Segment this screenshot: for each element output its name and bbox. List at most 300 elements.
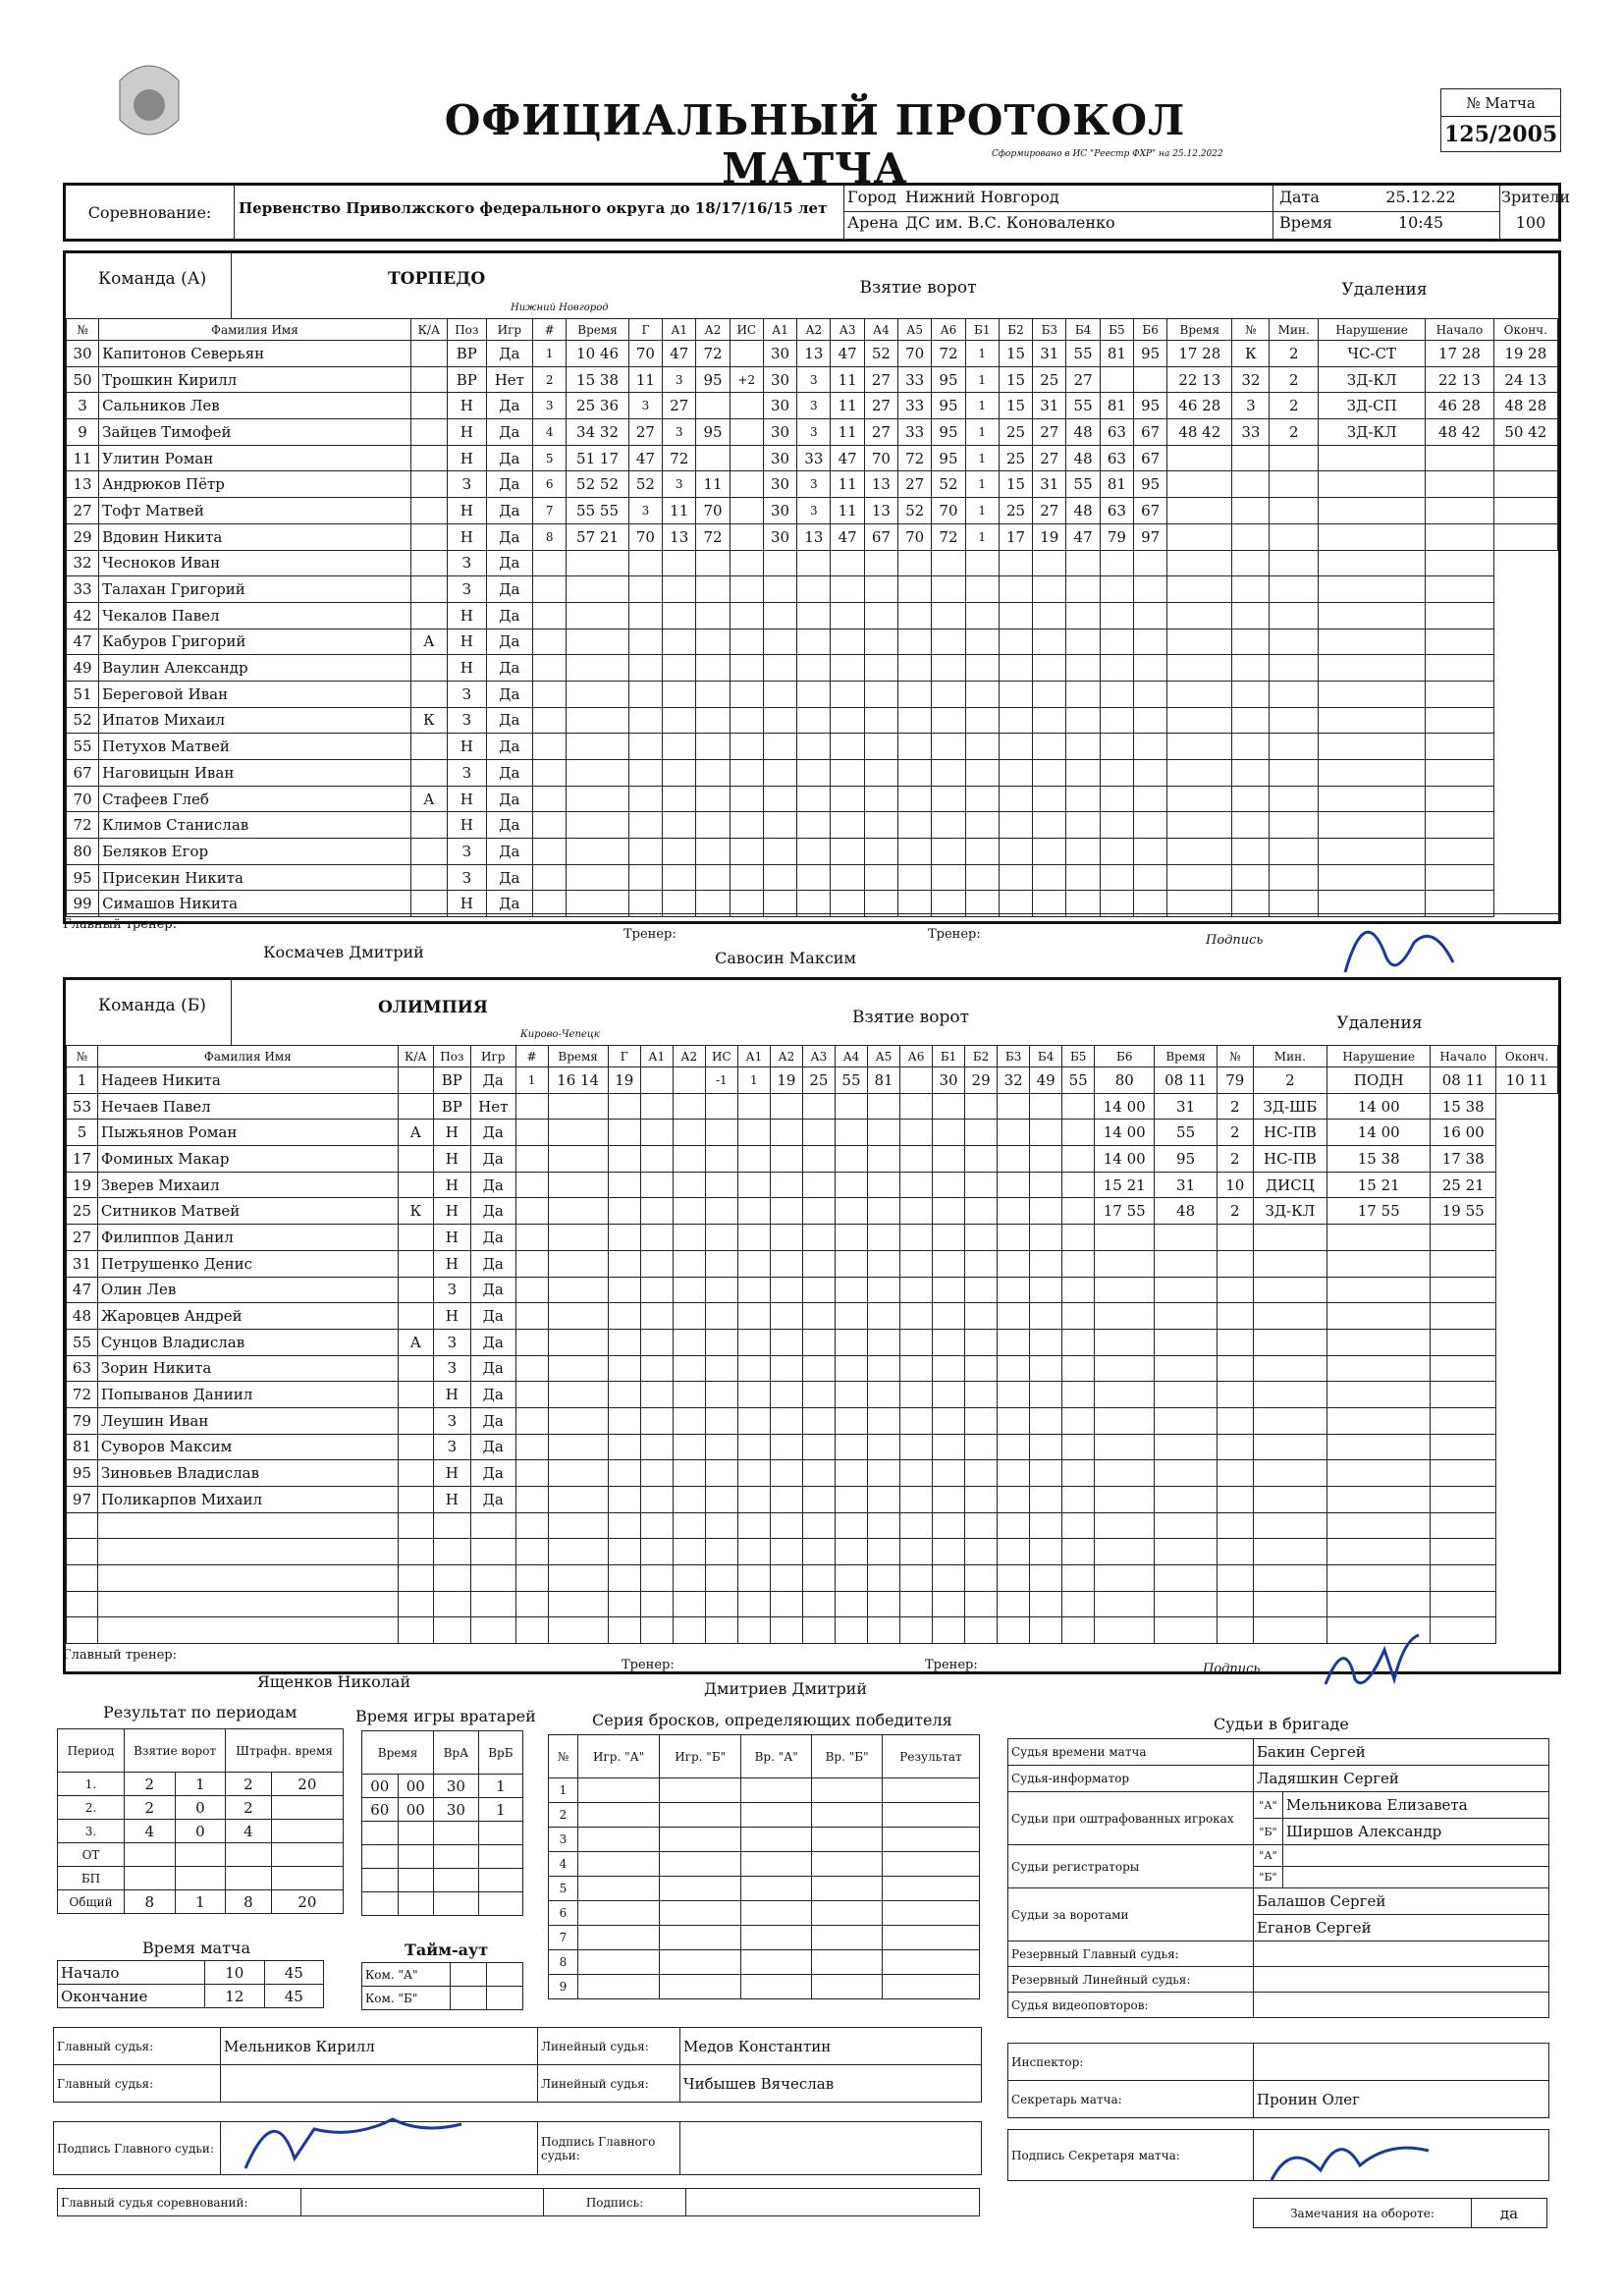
- pen-cell: [1270, 734, 1319, 760]
- goal-cell: [900, 1512, 933, 1539]
- goal-cell: 32: [998, 1067, 1030, 1094]
- goal-cell: [898, 681, 932, 707]
- pen-cell: [1095, 1355, 1155, 1382]
- goal-cell: [998, 1093, 1030, 1120]
- pen-cell: [1134, 602, 1167, 629]
- pen-cell: [1095, 1434, 1155, 1460]
- goal-cell: [515, 1277, 548, 1303]
- player-pos: Н: [448, 629, 487, 655]
- goal-cell: [831, 550, 864, 576]
- goal-cell: [965, 629, 999, 655]
- player-pos: ВР: [448, 366, 487, 393]
- goal-cell: [1100, 550, 1133, 576]
- pen-cell: [1431, 1460, 1496, 1487]
- pen-end: 24 13: [1493, 366, 1557, 393]
- pa-name: Мельникова Елизавета: [1283, 1792, 1549, 1819]
- table-row: [67, 1303, 1558, 1330]
- goal-cell: [696, 550, 730, 576]
- goal-cell: [867, 1277, 899, 1303]
- goal-cell: [608, 1172, 640, 1198]
- goal-cell: [965, 1460, 998, 1487]
- goal-cell: [1100, 760, 1133, 787]
- goal-cell: 48: [1066, 498, 1100, 524]
- player-number: 27: [67, 1225, 98, 1251]
- period-cell: ОТ: [58, 1843, 125, 1867]
- goal-cell: [965, 1355, 998, 1382]
- goal-header: А1: [763, 319, 796, 341]
- pen-player: 55: [1155, 1120, 1218, 1146]
- shootout-cell: [882, 1803, 979, 1828]
- goal-cell: [673, 1120, 705, 1146]
- goal-cell: [628, 760, 662, 787]
- pen-min: 2: [1270, 419, 1319, 446]
- pen-cell: [1217, 1512, 1253, 1539]
- player-number: 32: [67, 550, 99, 576]
- goal-cell: [548, 1591, 608, 1617]
- goal-cell: 13: [797, 341, 831, 367]
- goal-header: Б1: [933, 1046, 965, 1067]
- goal-cell: [1033, 812, 1066, 839]
- player-played: Да: [470, 1303, 515, 1330]
- goal-cell: 70: [864, 445, 897, 471]
- goal-cell: [673, 1329, 705, 1355]
- goal-cell: [835, 1120, 867, 1146]
- pen-cell: [1217, 1382, 1253, 1408]
- pen-cell: [1134, 576, 1167, 603]
- goal-cell: [831, 734, 864, 760]
- player-name: Пыжьянов Роман: [97, 1120, 398, 1146]
- goal-cell: [730, 419, 763, 446]
- goal-cell: 72: [696, 523, 730, 550]
- goalie-cell: [362, 1845, 399, 1869]
- player-role: [410, 523, 447, 550]
- player-pos: [433, 1512, 470, 1539]
- periods-table: [57, 1728, 344, 1914]
- goal-cell: [1062, 1565, 1095, 1592]
- goal-cell: [797, 629, 831, 655]
- end-h: 12: [205, 1985, 265, 2008]
- shootout-cell: [660, 1901, 741, 1926]
- table-row: [67, 681, 1558, 707]
- player-pos: [433, 1565, 470, 1592]
- table-row: [67, 786, 1558, 812]
- goal-cell: [999, 734, 1032, 760]
- goal-cell: [998, 1512, 1030, 1539]
- shootout-cell: [578, 1803, 660, 1828]
- goal-cell: 33: [898, 393, 932, 419]
- res-line-label: Резервный Линейный судья:: [1008, 1967, 1254, 1993]
- pen-cell: [1167, 498, 1232, 524]
- num-header: №: [67, 319, 99, 341]
- comp-ref-table: [57, 2188, 980, 2216]
- pen-cell: [1217, 1303, 1253, 1330]
- goal-cell: [770, 1120, 802, 1146]
- start-m: 45: [264, 1961, 324, 1985]
- city: Нижний Новгород: [905, 188, 1059, 206]
- shootout-cell: [882, 1975, 979, 1999]
- goal-cell: [515, 1617, 548, 1644]
- pen-cell: [1095, 1460, 1155, 1487]
- player-number: 79: [67, 1407, 98, 1434]
- goal-cell: [864, 760, 897, 787]
- table-row: [67, 1539, 1558, 1565]
- pen-cell: [1327, 1512, 1431, 1539]
- shootout-number: 2: [549, 1803, 578, 1828]
- player-number: 95: [67, 1460, 98, 1487]
- pen-cell: [1426, 734, 1493, 760]
- arena-label: Арена: [847, 213, 899, 232]
- main-ref-label-2: Главный судья:: [54, 2065, 221, 2103]
- goal-cell: [965, 1172, 998, 1198]
- secretary-table: [1007, 2043, 1549, 2118]
- player-name: Присекин Никита: [99, 864, 411, 891]
- goal-cell: [567, 576, 629, 603]
- pen-header: Время: [1167, 319, 1232, 341]
- goal-cell: 13: [797, 523, 831, 550]
- goal-cell: [900, 1565, 933, 1592]
- player-name: Чесноков Иван: [99, 550, 411, 576]
- goal-header: А5: [867, 1046, 899, 1067]
- pen-cell: [1431, 1250, 1496, 1277]
- shootout-cell: [812, 1803, 883, 1828]
- goal-cell: [770, 1355, 802, 1382]
- officials-title: Судьи в бригаде: [1214, 1715, 1349, 1733]
- goal-cell: [567, 655, 629, 682]
- goal-cell: [737, 1093, 770, 1120]
- pen-cell: [1426, 523, 1493, 550]
- shootout-cell: [660, 1950, 741, 1975]
- goal-cell: [567, 707, 629, 734]
- player-played: Да: [470, 1460, 515, 1487]
- pen-cell: [1426, 550, 1493, 576]
- player-name: Сальников Лев: [99, 393, 411, 419]
- player-number: [67, 1591, 98, 1617]
- pen-header: №: [1232, 319, 1270, 341]
- pen-cell: [1217, 1250, 1253, 1277]
- goal-cell: [1030, 1303, 1062, 1330]
- goal-cell: [933, 1355, 965, 1382]
- goal-cell: [515, 1198, 548, 1225]
- goal-cell: 7: [533, 498, 567, 524]
- player-number: 49: [67, 655, 99, 682]
- period-cell: [226, 1867, 271, 1890]
- goal-cell: [835, 1382, 867, 1408]
- player-number: 63: [67, 1355, 98, 1382]
- goal-cell: [1030, 1146, 1062, 1173]
- goal-cell: [802, 1539, 835, 1565]
- goal-cell: [515, 1591, 548, 1617]
- goal-cell: [548, 1487, 608, 1513]
- goal-cell: [965, 707, 999, 734]
- player-played: Нет: [470, 1093, 515, 1120]
- goal-cell: 1: [965, 341, 999, 367]
- goal-cell: [998, 1407, 1030, 1434]
- pen-violation: ПОДН: [1327, 1067, 1431, 1094]
- goal-cell: [802, 1460, 835, 1487]
- goal-header: Г: [628, 319, 662, 341]
- goal-cell: [533, 655, 567, 682]
- player-pos: ВР: [448, 341, 487, 367]
- goal-header: А2: [770, 1046, 802, 1067]
- player-number: 53: [67, 1093, 98, 1120]
- pen-cell: [1155, 1407, 1218, 1434]
- goal-cell: [640, 1407, 673, 1434]
- goal-cell: [640, 1487, 673, 1513]
- goal-cell: [835, 1591, 867, 1617]
- player-pos: З: [433, 1407, 470, 1434]
- player-number: 31: [67, 1250, 98, 1277]
- goal-cell: [705, 1172, 737, 1198]
- shootout-cell: [741, 1828, 812, 1852]
- player-number: 55: [67, 734, 99, 760]
- pos-header: Поз: [448, 319, 487, 341]
- period-cell: [175, 1843, 226, 1867]
- goal-cell: 30: [763, 445, 796, 471]
- goal-cell: [640, 1539, 673, 1565]
- pen-cell: [1134, 655, 1167, 682]
- goal-cell: [608, 1539, 640, 1565]
- shootout-cell: [578, 1926, 660, 1950]
- pen-time: 17 28: [1167, 341, 1232, 367]
- timeout-title: Тайм-аут: [405, 1941, 489, 1959]
- goal-cell: [1100, 734, 1133, 760]
- goal-cell: [1062, 1120, 1095, 1146]
- goal-cell: [763, 655, 796, 682]
- goal-cell: [770, 1250, 802, 1277]
- pen-min: 2: [1217, 1093, 1253, 1120]
- goal-cell: [835, 1512, 867, 1539]
- goal-cell: [933, 1146, 965, 1173]
- shootout-number: 5: [549, 1877, 578, 1901]
- team-b-coach2-label: Тренер:: [925, 1658, 978, 1672]
- goal-header: #: [533, 319, 567, 341]
- pen-cell: [1167, 576, 1232, 603]
- goal-cell: [663, 655, 696, 682]
- goal-time: 51 17: [567, 445, 629, 471]
- goal-cell: 11: [831, 393, 864, 419]
- match-no-label: № Матча: [1441, 89, 1561, 117]
- goal-time: 25 36: [567, 393, 629, 419]
- pen-cell: [1426, 602, 1493, 629]
- pen-cell: [1232, 734, 1270, 760]
- player-number: 17: [67, 1146, 98, 1173]
- period-cell: 8: [125, 1890, 176, 1914]
- goal-cell: [763, 734, 796, 760]
- pa-label: "А": [1254, 1792, 1283, 1819]
- play-header: Игр: [486, 319, 532, 341]
- table-row: [67, 576, 1558, 603]
- pen-player: К: [1232, 341, 1270, 367]
- player-number: 67: [67, 760, 99, 787]
- goal-cell: 70: [932, 498, 965, 524]
- goalie-cell: [434, 1869, 479, 1892]
- informer-label: Судья-информатор: [1008, 1766, 1254, 1792]
- goal-cell: 27: [864, 366, 897, 393]
- goal-cell: [770, 1198, 802, 1225]
- pen-cell: [1134, 864, 1167, 891]
- player-role: [410, 393, 447, 419]
- goal-cell: 27: [628, 419, 662, 446]
- goal-cell: [737, 1565, 770, 1592]
- goal-cell: [548, 1172, 608, 1198]
- player-name: Леушин Иван: [97, 1407, 398, 1434]
- goal-cell: [898, 839, 932, 865]
- goal-cell: [867, 1120, 899, 1146]
- goal-cell: [673, 1382, 705, 1408]
- table-row: [67, 1067, 1558, 1094]
- player-role: [410, 681, 447, 707]
- player-played: [470, 1565, 515, 1592]
- period-cell: [271, 1820, 343, 1843]
- goal-cell: [673, 1277, 705, 1303]
- player-name: Улитин Роман: [99, 445, 411, 471]
- table-row: [67, 1329, 1558, 1355]
- pen-cell: [1232, 707, 1270, 734]
- goal-cell: [533, 576, 567, 603]
- player-role: [410, 419, 447, 446]
- player-role: [398, 1591, 433, 1617]
- player-name: Филиппов Данил: [97, 1225, 398, 1251]
- goal-cell: [1100, 839, 1133, 865]
- goal-cell: [628, 655, 662, 682]
- shootout-cell: [812, 1975, 883, 1999]
- player-played: Да: [486, 498, 532, 524]
- goal-cell: [835, 1460, 867, 1487]
- goal-judges-label: Судьи за воротами: [1008, 1888, 1254, 1941]
- goal-cell: [673, 1355, 705, 1382]
- goal-cell: [1134, 366, 1167, 393]
- goal-cell: [1033, 864, 1066, 891]
- team-b-name: ОЛИМПИЯ: [378, 998, 488, 1017]
- goal-cell: [533, 734, 567, 760]
- pen-time: 15 21: [1095, 1172, 1155, 1198]
- pen-start: 08 11: [1431, 1067, 1496, 1094]
- goalie-cell: [478, 1869, 522, 1892]
- goal-cell: [965, 1407, 998, 1434]
- pen-cell: [1270, 550, 1319, 576]
- goal-cell: [797, 602, 831, 629]
- player-role: [398, 1407, 433, 1434]
- goal-cell: [932, 760, 965, 787]
- player-pos: Н: [433, 1120, 470, 1146]
- player-played: Да: [470, 1407, 515, 1434]
- player-role: [398, 1250, 433, 1277]
- goal-cell: [932, 864, 965, 891]
- pen-cell: [1155, 1329, 1218, 1355]
- goal-cell: [696, 707, 730, 734]
- goal-header: А1: [640, 1046, 673, 1067]
- player-pos: [433, 1539, 470, 1565]
- goal-cell: 95: [932, 419, 965, 446]
- pen-cell: [1426, 812, 1493, 839]
- team-b-head-coach-label: Главный тренер:: [63, 1648, 178, 1663]
- goal-cell: 47: [628, 445, 662, 471]
- goal-cell: 30: [763, 366, 796, 393]
- goal-cell: 81: [1100, 341, 1133, 367]
- player-role: [410, 471, 447, 498]
- goal-cell: [933, 1382, 965, 1408]
- player-role: [410, 812, 447, 839]
- goal-cell: [1030, 1487, 1062, 1513]
- team-b-table: [66, 1045, 1558, 1644]
- goal-cell: [548, 1355, 608, 1382]
- player-played: [470, 1591, 515, 1617]
- goal-cell: [696, 576, 730, 603]
- goal-cell: [628, 839, 662, 865]
- goal-cell: 30: [763, 471, 796, 498]
- shootout-cell: [882, 1828, 979, 1852]
- player-role: [398, 1277, 433, 1303]
- period-cell: 2: [125, 1773, 176, 1796]
- team-b-coach-signature: [1316, 1630, 1424, 1699]
- pen-time: 46 28: [1167, 393, 1232, 419]
- pen-cell: [1426, 786, 1493, 812]
- team-b-label: Команда (Б): [98, 996, 206, 1015]
- start-h: 10: [205, 1961, 265, 1985]
- player-name: Симашов Никита: [99, 891, 411, 917]
- goalie-cell: 1: [478, 1798, 522, 1822]
- goal-cell: [1066, 812, 1100, 839]
- goal-cell: [763, 576, 796, 603]
- goal-cell: [663, 629, 696, 655]
- goal-cell: 27: [1066, 366, 1100, 393]
- goal-cell: [1066, 786, 1100, 812]
- table-row: [67, 602, 1558, 629]
- goal-cell: 11: [628, 366, 662, 393]
- player-pos: З: [433, 1277, 470, 1303]
- subtitle: Сформировано в ИС "Реестр ФХР" на 25.12.2022: [992, 149, 1223, 159]
- goal-cell: [900, 1407, 933, 1434]
- goal-cell: 27: [864, 419, 897, 446]
- goal-cell: 3: [797, 498, 831, 524]
- shootout-header: Результат: [882, 1735, 979, 1778]
- pen-violation: ЧС-СТ: [1319, 341, 1426, 367]
- pen-cell: [1431, 1407, 1496, 1434]
- goal-cell: [835, 1565, 867, 1592]
- table-row: [67, 1591, 1558, 1617]
- pen-cell: [1232, 550, 1270, 576]
- timeout-a: Ком. "А": [362, 1963, 451, 1987]
- pen-cell: [1232, 498, 1270, 524]
- goal-cell: [515, 1434, 548, 1460]
- line-ref-1: Медов Константин: [680, 2028, 982, 2065]
- pen-min: 2: [1217, 1146, 1253, 1173]
- player-name: Береговой Иван: [99, 681, 411, 707]
- goal-cell: [1033, 655, 1066, 682]
- pen-cell: [1232, 602, 1270, 629]
- goal-cell: [763, 602, 796, 629]
- goal-cell: [900, 1617, 933, 1644]
- sign-secr-label: Подпись Секретаря матча:: [1008, 2130, 1254, 2181]
- goal-cell: [696, 629, 730, 655]
- player-name: Сунцов Владислав: [97, 1329, 398, 1355]
- table-row: [67, 419, 1558, 446]
- shootout-cell: [660, 1975, 741, 1999]
- timekeeper-label: Судья времени матча: [1008, 1739, 1254, 1766]
- goal-cell: [932, 550, 965, 576]
- goal-cell: [797, 576, 831, 603]
- player-pos: Н: [433, 1460, 470, 1487]
- goal-cell: [696, 393, 730, 419]
- player-role: [398, 1460, 433, 1487]
- shootout-cell: [882, 1901, 979, 1926]
- player-pos: З: [448, 576, 487, 603]
- goal-cell: [737, 1512, 770, 1539]
- goal-cell: 52: [898, 498, 932, 524]
- shootout-header: №: [549, 1735, 578, 1778]
- pen-cell: [1426, 864, 1493, 891]
- pen-header: Оконч.: [1496, 1046, 1558, 1067]
